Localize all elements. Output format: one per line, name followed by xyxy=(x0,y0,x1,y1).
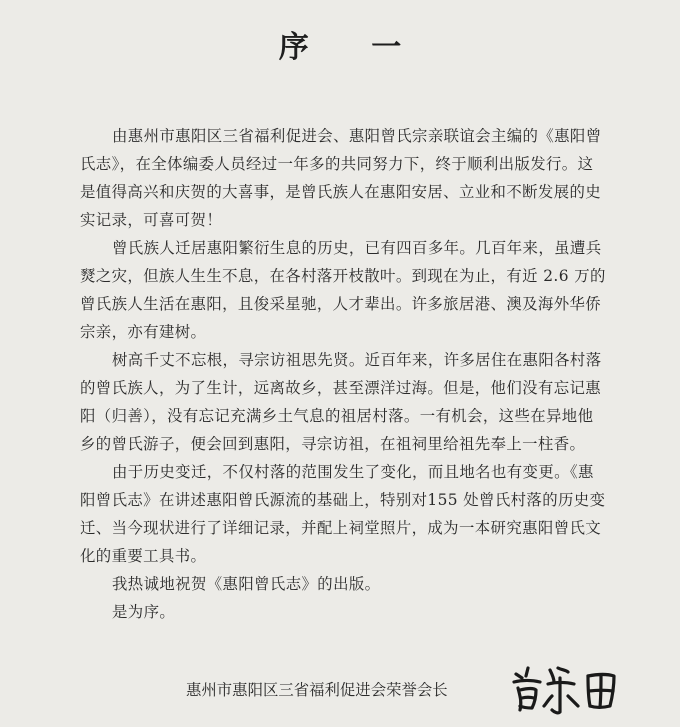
text-line: 阳（归善），没有忘记充满乡土气息的祖居村落。一有机会，这些在异地他 xyxy=(80,407,594,425)
text-line: 我热诚地祝贺《惠阳曾氏志》的出版。 xyxy=(112,575,381,593)
preface-body xyxy=(80,122,625,626)
text-line: 阳曾氏志》在讲述惠阳曾氏源流的基础上，特别对155 处曾氏村落的历史变 xyxy=(80,491,606,509)
text-line: 是值得高兴和庆贺的大喜事，是曾氏族人在惠阳安居、立业和不断发展的史 xyxy=(80,183,602,201)
text-line: 是为序。 xyxy=(112,603,176,621)
text-line: 燹之灾，但族人生生不息，在各村落开枝散叶。到现在为止，有近 2.6 万的 xyxy=(80,267,606,285)
text-line: 氏志》，在全体编委人员经过一年多的共同努力下，终于顺利出版发行。这 xyxy=(80,155,594,173)
text-line: 由于历史变迁，不仅村落的范围发生了变化，而且地名也有变更。《惠 xyxy=(112,463,594,481)
text-line: 树高千丈不忘根，寻宗访祖思先贤。近百年来，许多居住在惠阳各村落 xyxy=(112,351,602,369)
page-title: 序 一 xyxy=(278,30,428,65)
text-line: 由惠州市惠阳区三省福利促进会、惠阳曾氏宗亲联谊会主编的《惠阳曾 xyxy=(112,127,602,145)
text-line: 迁、当今现状进行了详细记录，并配上祠堂照片，成为一本研究惠阳曾氏文 xyxy=(80,519,602,537)
text-line: 乡的曾氏游子，便会回到惠阳，寻宗访祖，在祖祠里给祖先奉上一柱香。 xyxy=(80,435,586,453)
text-line: 宗亲，亦有建树。 xyxy=(80,323,207,341)
text-line: 化的重要工具书。 xyxy=(80,547,207,565)
text-line: 曾氏族人生活在惠阳，且俊采星驰，人才辈出。许多旅居港、澳及海外华侨 xyxy=(80,295,602,313)
text-line: 曾氏族人迁居惠阳繁衍生息的历史，已有四百多年。几百年来，虽遭兵 xyxy=(112,239,602,257)
author-title: 惠州市惠阳区三省福利促进会荣誉会长 xyxy=(186,681,448,699)
text-line: 的曾氏族人，为了生计，远离故乡，甚至漂洋过海。但是，他们没有忘记惠 xyxy=(80,379,602,397)
handwritten-signature xyxy=(508,660,620,718)
text-line: 实记录，可喜可贺！ xyxy=(80,211,223,229)
